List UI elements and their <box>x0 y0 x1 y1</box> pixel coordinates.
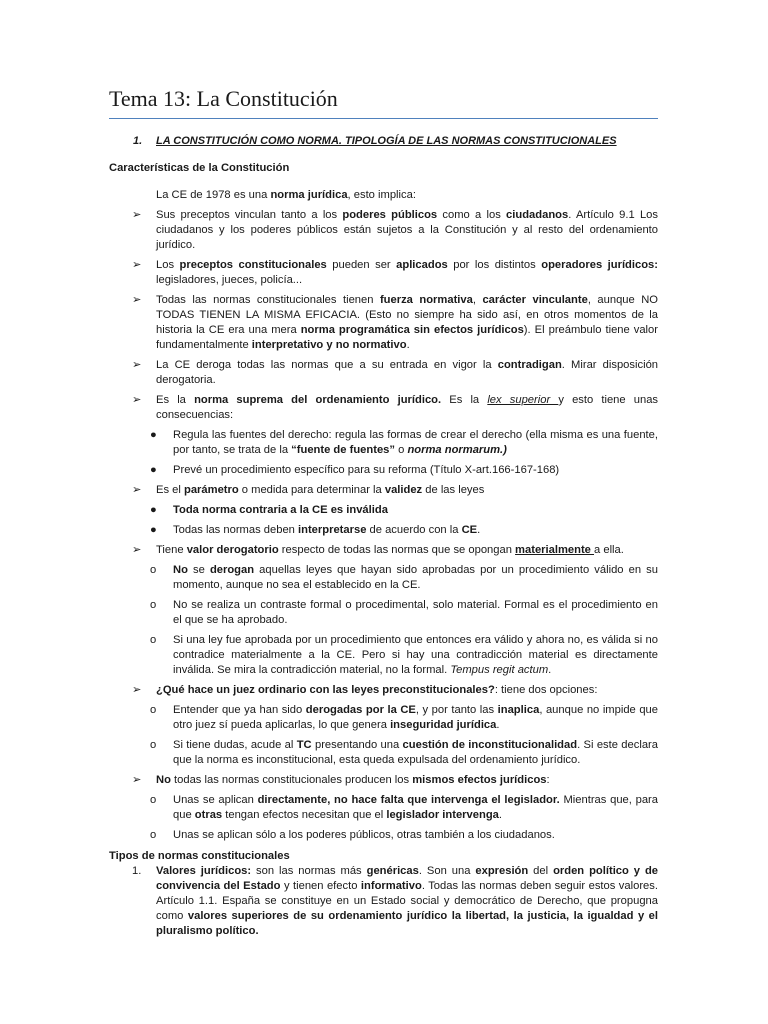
intro-paragraph: La CE de 1978 es una norma jurídica, esto implica: <box>156 189 416 201</box>
list-item: ➢ Es la norma suprema del ordenamiento jurídico. Es la lex superior y esto tiene unas consecuencias: <box>132 394 659 421</box>
subheading-tipos: Tipos de normas constitucionales <box>109 850 290 862</box>
list-item: ➢ Tiene valor derogatorio respecto de todas las normas que se opongan materialmente a ella. <box>132 544 624 556</box>
subheading-caracteristicas: Características de la Constitución <box>109 162 290 174</box>
item-number: 1. <box>132 865 142 877</box>
arrow-bullet-icon: ➢ <box>132 294 142 306</box>
circle-bullet-icon: o <box>150 564 157 576</box>
bullet-icon: ● <box>150 464 157 476</box>
sub-list-item: o Unas se aplican sólo a los poderes públicos, otras también a los ciudadanos. <box>150 829 555 841</box>
arrow-bullet-icon: ➢ <box>132 684 142 696</box>
circle-bullet-icon: o <box>150 739 157 751</box>
circle-bullet-icon: o <box>150 634 157 646</box>
arrow-bullet-icon: ➢ <box>132 484 142 496</box>
sub-list-item: ● Regula las fuentes del derecho: regula las formas de crear el derecho (ella misma es una fuente, por tanto, se trata de la “fuente de fuentes” o norma normarum.) <box>150 429 658 456</box>
arrow-bullet-icon: ➢ <box>132 774 142 786</box>
sub-list-item: ● Prevé un procedimiento específico para su reforma (Título X-art.166-167-168) <box>150 464 560 476</box>
list-item: ➢ La CE deroga todas las normas que a su entrada en vigor la contradigan. Mirar disposición derogatoria. <box>132 359 659 386</box>
sub-list-item: o Unas se aplican directamente, no hace falta que intervenga el legislador. Mientras que, para que otras tengan efectos necesitan que el legislador intervenga. <box>150 794 658 821</box>
arrow-bullet-icon: ➢ <box>132 259 142 271</box>
bullet-icon: ● <box>150 504 157 516</box>
bullet-icon: ● <box>150 429 157 441</box>
list-item: ➢ No todas las normas constitucionales producen los mismos efectos jurídicos: <box>132 774 550 786</box>
arrow-bullet-icon: ➢ <box>132 544 142 556</box>
circle-bullet-icon: o <box>150 704 157 716</box>
section-number: 1. <box>133 135 143 147</box>
list-item: ➢ Los preceptos constitucionales pueden ser aplicados por los distintos operadores jurídicos: legisladores, jueces, policía... <box>132 259 659 286</box>
section-heading <box>133 134 658 149</box>
circle-bullet-icon: o <box>150 599 157 611</box>
list-item: ➢ ¿Qué hace un juez ordinario con las leyes preconstitucionales?: tiene dos opciones: <box>132 684 598 696</box>
page-title: Tema 13: La Constitución <box>109 86 658 119</box>
sub-list-item: o No se realiza un contraste formal o procedimental, solo material. Formal es el procedimiento en el que se ha aprobado. <box>150 599 658 626</box>
arrow-bullet-icon: ➢ <box>132 209 142 221</box>
bullet-icon: ● <box>150 524 157 536</box>
list-item: ➢ Todas las normas constitucionales tienen fuerza normativa, carácter vinculante, aunque NO TODAS TIENEN LA MISMA EFICACIA. (Esto no siempre ha sido así, en otros momentos de la historia la CE era una mera norma programática sin efectos jurídicos). El preámbulo tiene valor fundamentalmente interpretativo y no normativo. <box>132 294 658 351</box>
circle-bullet-icon: o <box>150 829 157 841</box>
list-item: ➢ Es el parámetro o medida para determinar la validez de las leyes <box>132 484 485 496</box>
section-title: LA CONSTITUCIÓN COMO NORMA. TIPOLOGÍA DE LAS NORMAS CONSTITUCIONALES <box>156 135 617 147</box>
sub-list-item: ● Todas las normas deben interpretarse de acuerdo con la CE. <box>150 524 481 536</box>
sub-list-item: o No se derogan aquellas leyes que hayan sido aprobadas por un procedimiento válido en su momento, aunque no sea el establecido en la CE. <box>150 564 658 591</box>
numbered-item: 1. Valores jurídicos: son las normas más genéricas. Son una expresión del orden político y de convivencia del Estado y tienen efecto informativo. Todas las normas deben seguir estos valores. Artículo 1.1. España se constituye en un Estado social y democrático de Derecho, que propugna como valores superiores de su ordenamiento jurídico la libertad, la justicia, la igualdad y el pluralismo político. <box>132 865 659 937</box>
document-body <box>109 134 658 939</box>
arrow-bullet-icon: ➢ <box>132 359 142 371</box>
sub-list-item: ● Toda norma contraria a la CE es inválida <box>150 504 388 516</box>
sub-list-item: o Entender que ya han sido derogadas por la CE, y por tanto las inaplica, aunque no impide que otro juez sí pueda aplicarlas, lo que genera inseguridad jurídica. <box>150 704 658 731</box>
sub-list-item: o Si tiene dudas, acude al TC presentando una cuestión de inconstitucionalidad. Si este declara que la norma es inconstitucional, esta queda expulsada del ordenamiento jurídico. <box>150 739 659 766</box>
circle-bullet-icon: o <box>150 794 157 806</box>
list-item: ➢ Sus preceptos vinculan tanto a los poderes públicos como a los ciudadanos. Artículo 9.1 Los ciudadanos y los poderes públicos están sujetos a la Constitución y al resto del ordenamiento jurídico. <box>132 209 658 251</box>
sub-list-item: o Si una ley fue aprobada por un procedimiento que entonces era válido y ahora no, es válida si no contradice materialmente a la CE. Pero si hay una contradicción material es directamente inválida. Se mira la contradicción material, no la formal. Tempus regit actum. <box>150 634 658 676</box>
arrow-bullet-icon: ➢ <box>132 394 142 406</box>
